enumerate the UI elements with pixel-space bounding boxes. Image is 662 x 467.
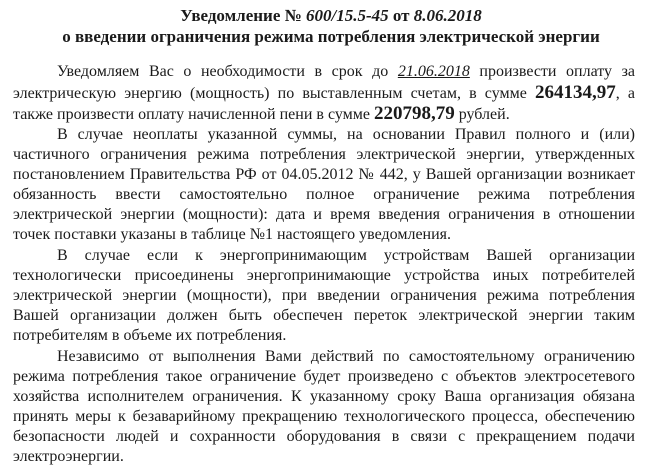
p1-l1-a: Уведомляем Вас о необходимости в срок до bbox=[57, 63, 389, 80]
p4-line-1: Независимо от выполнения Вами действий по самостоятельному ограничению bbox=[57, 348, 635, 365]
p1-l1-b: произвести оплату за bbox=[479, 63, 636, 80]
p1-line-3 bbox=[13, 104, 635, 125]
title-prefix: Уведомление № bbox=[180, 6, 302, 25]
p2-line-4: обязанность ввести самостоятельно полное ограничение режима потребления bbox=[13, 186, 635, 203]
p2-line-2: частичного ограничения режима потребления электрической энергии, утвержденных bbox=[13, 146, 635, 163]
p2-line-6: точек поставки указаны в таблице №1 настоящего уведомления. bbox=[13, 226, 452, 243]
p4-line-5: безопасности людей и сохранности оборудования в связи с прекращением подачи bbox=[13, 428, 635, 445]
notice-date: 8.06.2018 bbox=[413, 6, 482, 25]
p2-line-1: В случае неоплаты указанной суммы, на основании Правил полного и (или) bbox=[57, 126, 635, 143]
p3-line-4: Вашей организации должен быть обеспечен переток электрической энергии таким bbox=[13, 307, 635, 324]
p3-line-3: электрической энергии (мощности), при введении ограничения режима потребления bbox=[13, 287, 635, 304]
p3-line-5: потребителям в объеме их потребления. bbox=[13, 327, 287, 344]
p4-line-6: электроэнергии. bbox=[13, 448, 124, 465]
debt-amount: 264134,97 bbox=[535, 82, 616, 103]
p1-line-1 bbox=[57, 62, 635, 82]
p4-line-2: режима потребления такое ограничение будет произведено с объектов электросетевого bbox=[13, 368, 635, 385]
p3-line-1: В случае если к энергопринимающим устройствам Вашей организации bbox=[57, 247, 635, 264]
p3-line-2: технологически присоединены энергопринимающие устройства иных потребителей bbox=[13, 267, 635, 284]
p1-l3-b: рублей. bbox=[458, 106, 510, 123]
penalty-amount: 220798,79 bbox=[373, 103, 455, 124]
p1-line-2 bbox=[13, 83, 635, 104]
p4-line-3: хозяйства исполнителем ограничения. К указанному сроку Ваша организация обязана bbox=[13, 388, 635, 405]
p2-line-3: постановлением Правительства РФ от 04.05.2012 № 442, у Вашей организации возникает bbox=[13, 166, 635, 183]
notice-title bbox=[0, 6, 662, 26]
p1-l2-a: электрическую энергию (мощность) по выставленным счетам, в сумме bbox=[13, 85, 527, 102]
p2-line-5: электрической энергии (мощности): дата и время введения ограничения в отношении bbox=[13, 206, 635, 223]
notice-subtitle: о введении ограничения режима потребления электрической энергии bbox=[62, 27, 600, 46]
notice-number: 600/15.5-45 bbox=[305, 6, 389, 25]
title-from: от bbox=[392, 6, 410, 25]
p1-l3-a: также произвести оплату начисленной пени в сумме bbox=[13, 106, 370, 123]
p4-line-4: принять меры к безаварийному прекращению технологического процесса, обеспечению bbox=[13, 408, 635, 425]
p1-l2-b: , а bbox=[615, 85, 635, 102]
deadline-date: 21.06.2018 bbox=[397, 63, 470, 80]
